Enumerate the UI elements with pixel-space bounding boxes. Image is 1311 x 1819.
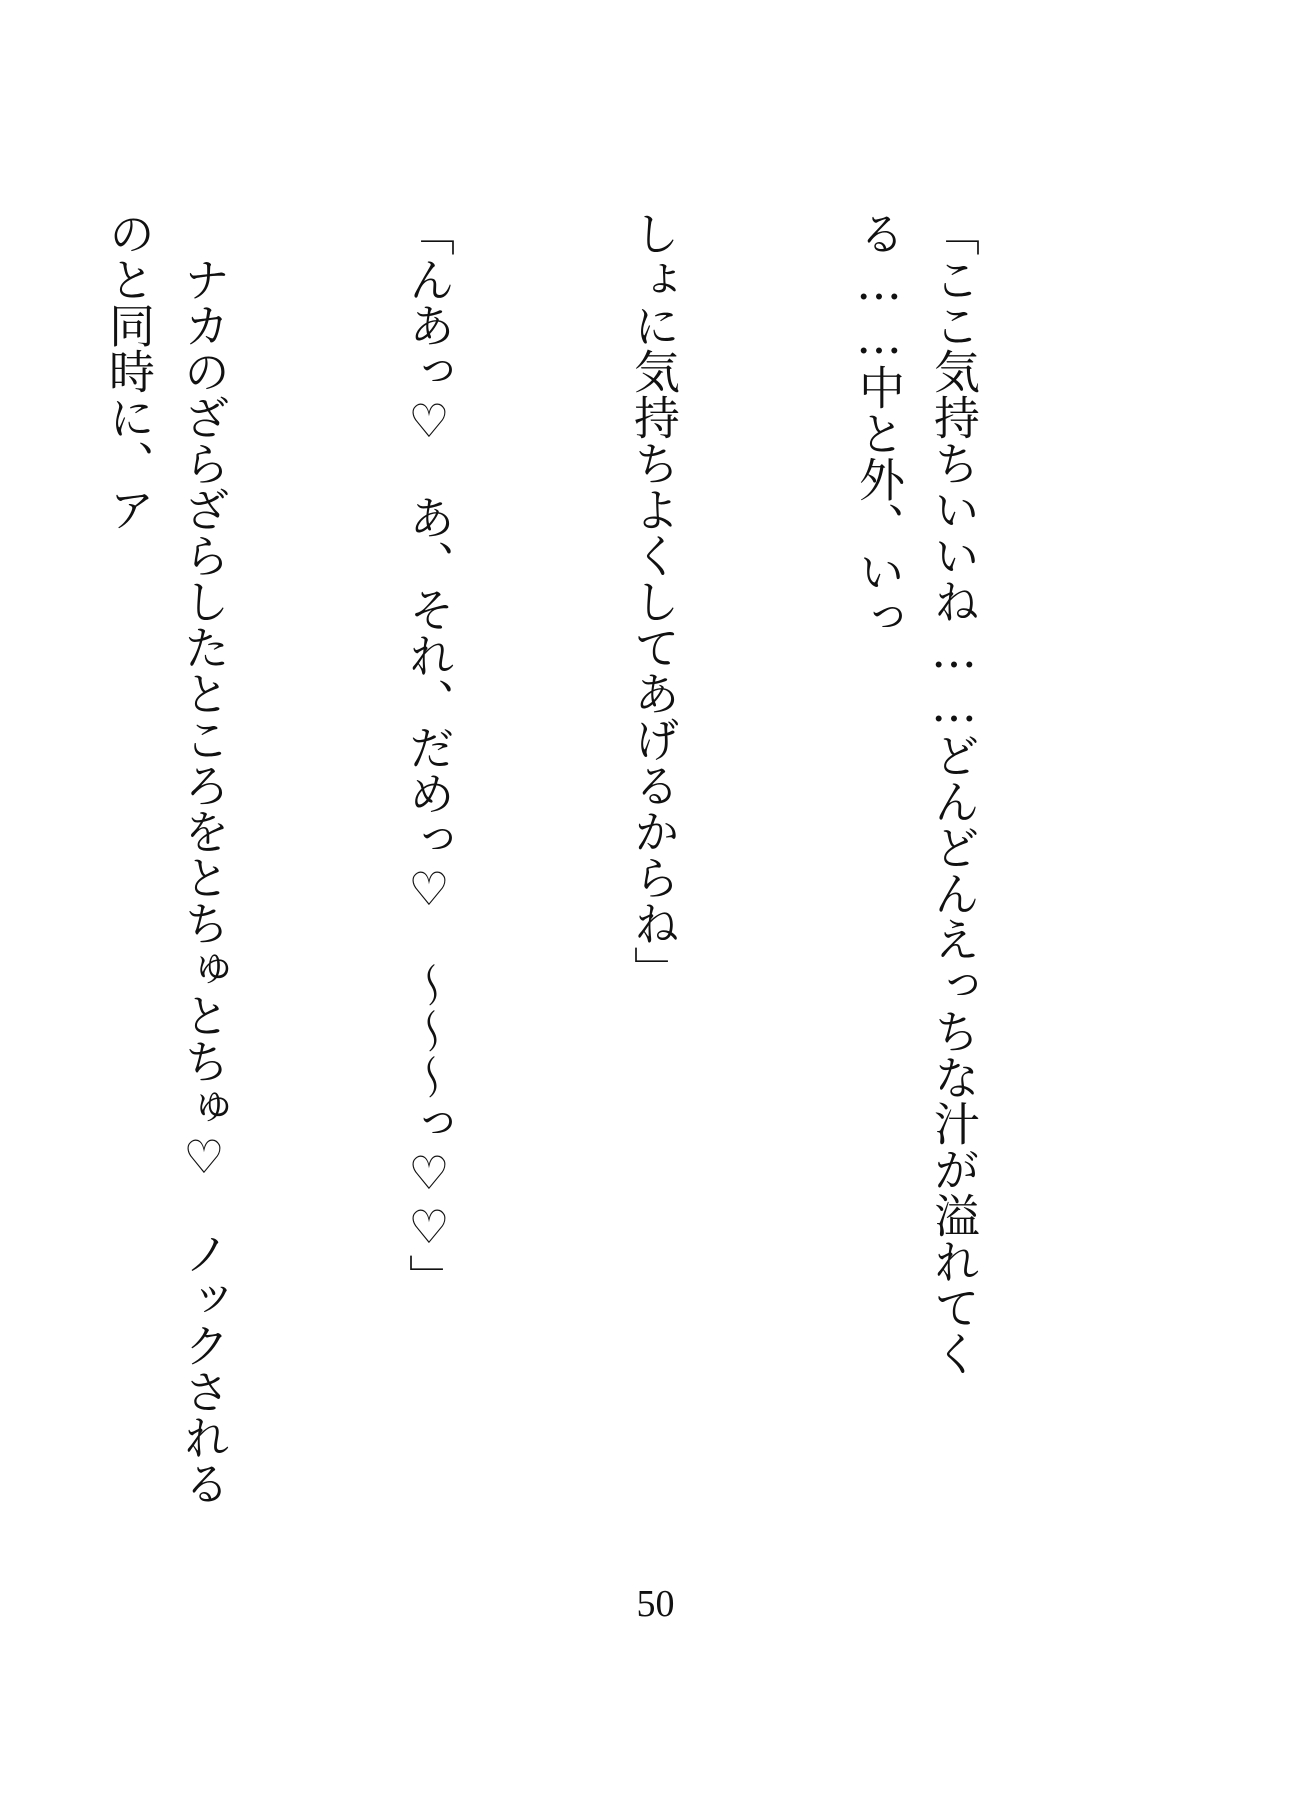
text-line-3: 「んあっ♡ あ、それ、だめっ♡ 〜〜〜っ♡♡」 [402, 210, 456, 1300]
text-line-4: ナカのざらざらしたところをとちゅとちゅ♡ ノックされるのと同時に、ア [102, 210, 231, 1506]
text-line-2: しょに気持ちよくしてあげるからね」 [627, 210, 681, 992]
page-number: 50 [636, 1583, 675, 1625]
text-line-1: 「ここ気持ちいいね……どんどんえっちな汁が溢れてくる……中と外、いっ [852, 210, 981, 1376]
vertical-text-body [0, 210, 1141, 1520]
